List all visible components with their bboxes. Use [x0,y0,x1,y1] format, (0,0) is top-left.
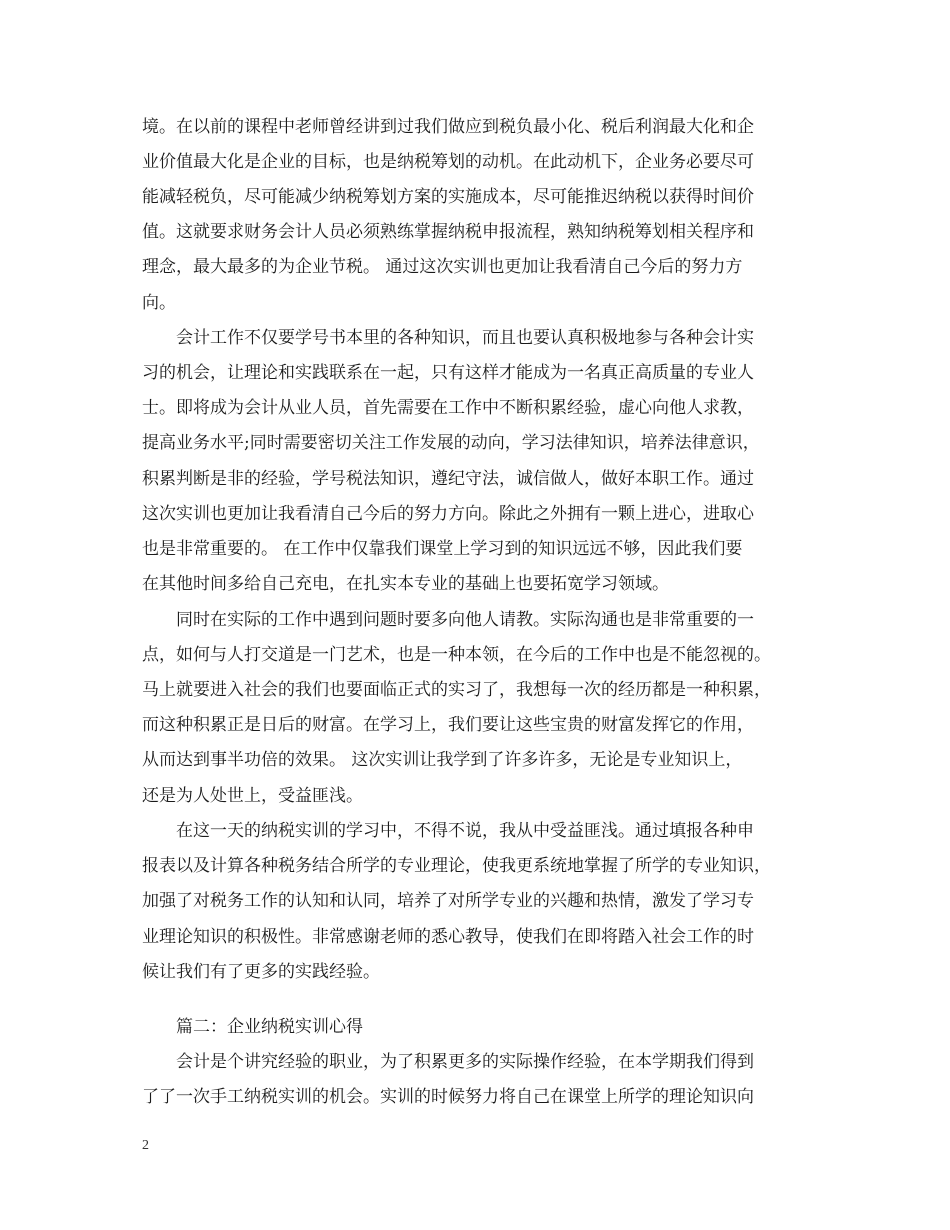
text-line: 向。 [142,293,176,313]
text-line: 境。在以前的课程中老师曾经讲到过我们做应到税负最小化、税后利润最大化和企 [142,117,754,137]
section-heading: 篇二：企业纳税实训心得 [176,1017,363,1037]
text-line: 这次实训也更加让我看清自己今后的努力方向。除此之外拥有一颗上进心，进取心 [142,504,754,524]
text-line: 从而达到事半功倍的效果。 这次实训让我学到了许多许多，无论是专业知识上， [142,750,743,770]
text-line: 会计是个讲究经验的职业，为了积累更多的实际操作经验，在本学期我们得到 [176,1052,754,1072]
text-line: 能减轻税负，尽可能减少纳税筹划方案的实施成本，尽可能推迟纳税以获得时间价 [142,187,754,207]
text-line: 习的机会，让理论和实践联系在一起，只有这样才能成为一名真正高质量的专业人 [142,363,754,383]
text-line: 还是为人处世上，受益匪浅。 [142,786,363,806]
text-line: 报表以及计算各种税务结合所学的专业理论，使我更系统地掌握了所学的专业知识， [142,856,771,876]
text-line: 业理论知识的积极性。非常感谢老师的悉心教导，使我们在即将踏入社会工作的时 [142,927,754,947]
text-line: 积累判断是非的经验，学号税法知识，遵纪守法，诚信做人，做好本职工作。通过 [142,469,754,489]
text-line: 士。即将成为会计从业人员，首先需要在工作中不断积累经验，虚心向他人求教， [142,398,754,418]
page-number: 2 [142,1138,149,1153]
text-line: 理念，最大最多的为企业节税。 通过这次实训也更加让我看清自己今后的努力方 [142,257,743,277]
text-line: 也是非常重要的。 在工作中仅靠我们课堂上学习到的知识远远不够，因此我们要 [142,539,743,559]
text-line: 提高业务水平;同时需要密切关注工作发展的动向，学习法律知识，培养法律意识， [142,433,760,453]
text-line: 会计工作不仅要学号书本里的各种知识，而且也要认真积极地参与各种会计实 [176,328,754,348]
text-line: 候让我们有了更多的实践经验。 [142,962,380,982]
text-line: 马上就要进入社会的我们也要面临正式的实习了，我想每一次的经历都是一种积累， [142,680,771,700]
text-line: 同时在实际的工作中遇到问题时要多向他人请教。实际沟通也是非常重要的一 [176,610,754,630]
text-line: 在这一天的纳税实训的学习中，不得不说，我从中受益匪浅。通过填报各种申 [176,821,754,841]
text-line: 在其他时间多给自己充电，在扎实本专业的基础上也要拓宽学习领域。 [142,574,669,594]
text-line: 业价值最大化是企业的目标，也是纳税筹划的动机。在此动机下，企业务必要尽可 [142,152,754,172]
text-line: 值。这就要求财务会计人员必须熟练掌握纳税申报流程，熟知纳税筹划相关程序和 [142,222,754,242]
text-line: 加强了对税务工作的认知和认同，培养了对所学专业的兴趣和热情，激发了学习专 [142,891,754,911]
text-line: 而这种积累正是日后的财富。在学习上，我们要让这些宝贵的财富发挥它的作用， [142,715,754,735]
text-line: 点，如何与人打交道是一门艺术，也是一种本领，在今后的工作中也是不能忽视的。 [142,645,771,665]
text-line: 了了一次手工纳税实训的机会。实训的时候努力将自己在课堂上所学的理论知识向 [142,1087,754,1107]
